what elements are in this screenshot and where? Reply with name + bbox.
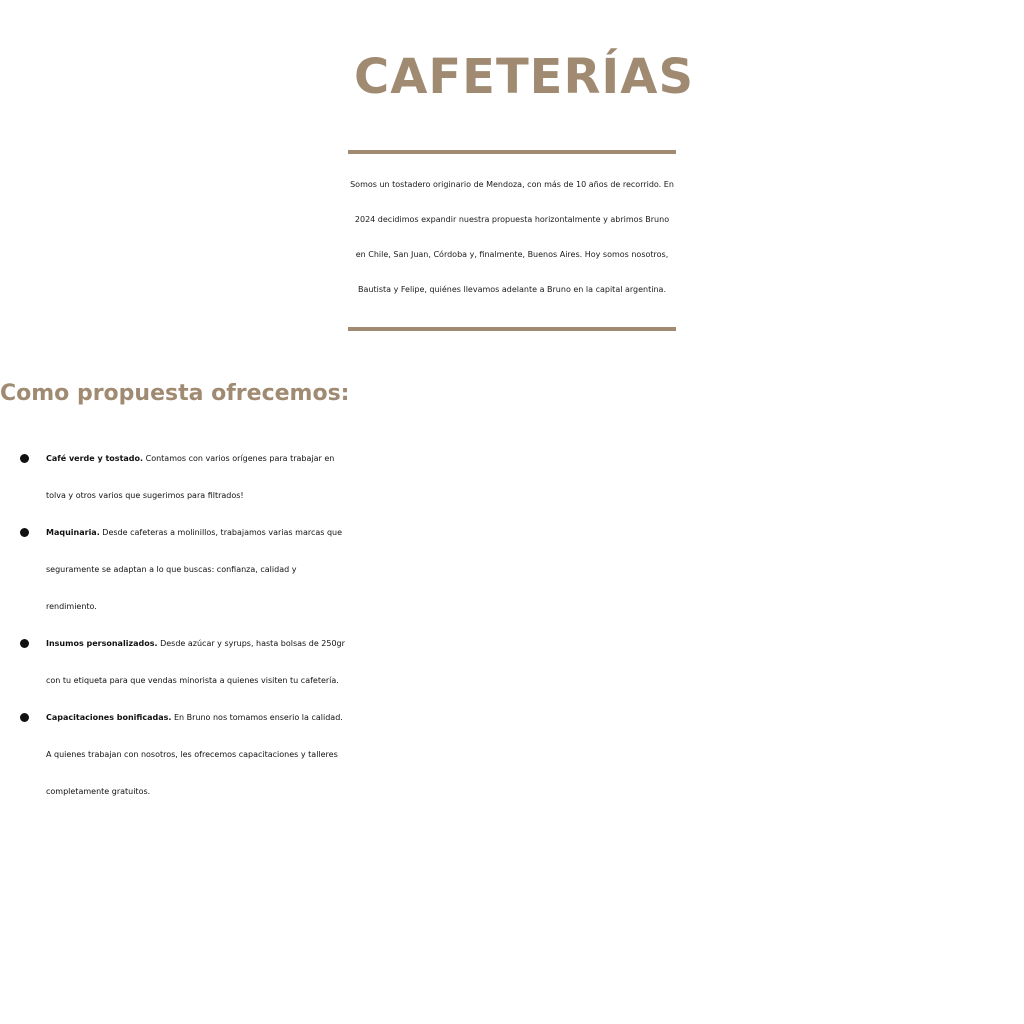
offer-text: En Bruno nos tomamos enserio la calidad.	[171, 713, 343, 722]
offer-first-line	[46, 699, 1024, 736]
intro-line: 2024 decidimos expandir nuestra propuesta horizontalmente y abrimos Bruno	[354, 215, 670, 224]
page-title: CAFETERÍAS	[353, 49, 695, 105]
intro-line: en Chile, San Juan, Córdoba y, finalmente, Buenos Aires. Hoy somos nosotros,	[355, 250, 669, 259]
offer-text: Desde azúcar y syrups, hasta bolsas de 250gr	[157, 639, 345, 648]
offer-heading: Café verde y tostado.	[46, 454, 144, 463]
offer-heading: Capacitaciones bonificadas.	[46, 713, 172, 722]
offer-first-line	[46, 625, 1024, 662]
intro-line: Bautista y Felipe, quiénes llevamos adelante a Bruno en la capital argentina.	[358, 285, 666, 294]
offer-item-cafe	[0, 440, 1024, 514]
offer-text-line: con tu etiqueta para que vendas minorista a quienes visiten tu cafetería.	[46, 676, 339, 685]
bullet-icon	[20, 713, 29, 722]
offers-list	[0, 440, 1024, 810]
offer-text-line: rendimiento.	[46, 602, 97, 611]
offer-item-maquinaria	[0, 514, 1024, 625]
offer-text: Desde cafeteras a molinillos, trabajamos varias marcas que	[99, 528, 343, 537]
offer-text-line: seguramente se adaptan a lo que buscas: confianza, calidad y	[46, 565, 297, 574]
offer-text-line: A quienes trabajan con nosotros, les ofrecemos capacitaciones y talleres	[46, 750, 338, 759]
offer-item-capacitaciones	[0, 699, 1024, 810]
intro-paragraph	[0, 167, 1024, 307]
bullet-icon	[20, 528, 29, 537]
top-divider	[348, 150, 676, 154]
offer-heading: Insumos personalizados.	[46, 639, 158, 648]
bullet-icon	[20, 454, 29, 463]
offer-item-insumos	[0, 625, 1024, 699]
bottom-divider	[348, 327, 676, 331]
bullet-icon	[20, 639, 29, 648]
offer-text: Contamos con varios orígenes para trabajar en	[143, 454, 335, 463]
offers-subtitle: Como propuesta ofrecemos:	[0, 381, 350, 406]
offer-first-line	[46, 514, 1024, 551]
intro-line: Somos un tostadero originario de Mendoza, con más de 10 años de recorrido. En	[350, 180, 674, 189]
offer-heading: Maquinaria.	[46, 528, 100, 537]
offer-text-line: tolva y otros varios que sugerimos para filtrados!	[46, 491, 244, 500]
offer-text-line: completamente gratuitos.	[46, 787, 151, 796]
offer-first-line	[46, 440, 1024, 477]
